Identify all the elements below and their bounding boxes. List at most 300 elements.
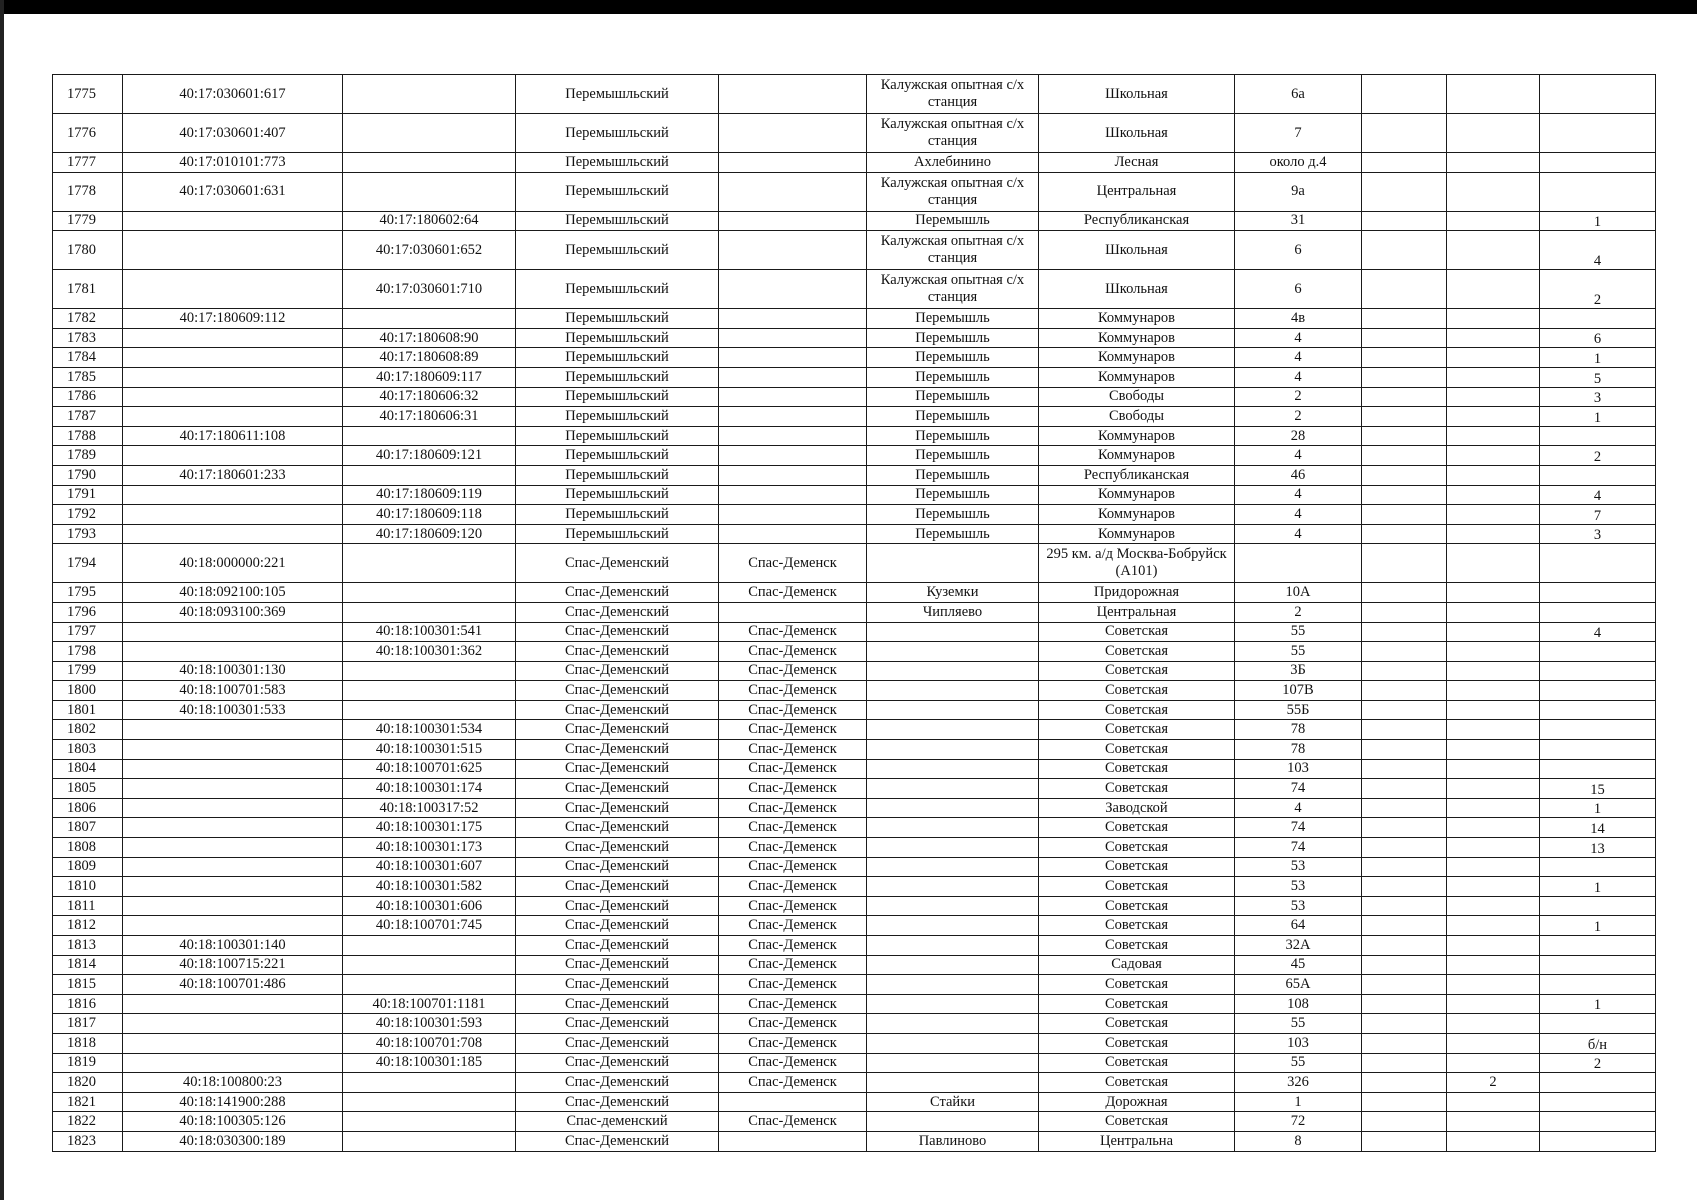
apartment-cell: [1540, 1014, 1656, 1034]
structure-cell: 2: [1447, 1073, 1540, 1093]
table-row: [53, 681, 1656, 701]
district-cell: Перемышльский: [516, 328, 719, 348]
cadastral-number-alt-cell: 40:18:100301:175: [343, 818, 516, 838]
cadastral-number-alt-cell: 40:18:100301:593: [343, 1014, 516, 1034]
structure-cell: [1447, 740, 1540, 760]
locality-cell: [867, 1033, 1039, 1053]
locality-cell: [867, 818, 1039, 838]
house-number-cell: 1: [1235, 1092, 1362, 1112]
apartment-cell: [1540, 309, 1656, 329]
building-cell: [1362, 309, 1447, 329]
street-cell: Советская: [1039, 759, 1235, 779]
street-cell: Советская: [1039, 896, 1235, 916]
street-cell: Центральная: [1039, 172, 1235, 211]
cadastral-number-alt-cell: 40:18:100701:1181: [343, 994, 516, 1014]
cadastral-number-cell: 40:18:100701:583: [123, 681, 343, 701]
structure-cell: [1447, 1014, 1540, 1034]
locality-cell: [867, 720, 1039, 740]
cadastral-number-cell: 40:18:030300:189: [123, 1131, 343, 1151]
structure-cell: [1447, 75, 1540, 114]
apartment-cell: 1: [1540, 877, 1656, 897]
building-cell: [1362, 328, 1447, 348]
table-row: [53, 231, 1656, 270]
house-number-cell: 53: [1235, 857, 1362, 877]
structure-cell: [1447, 720, 1540, 740]
town-cell: [719, 211, 867, 231]
building-cell: [1362, 936, 1447, 956]
table-row: [53, 328, 1656, 348]
house-number-cell: 2: [1235, 602, 1362, 622]
district-cell: Спас-Деменский: [516, 1131, 719, 1151]
district-cell: Спас-Деменский: [516, 936, 719, 956]
apartment-cell: [1540, 955, 1656, 975]
structure-cell: [1447, 172, 1540, 211]
district-cell: Спас-Деменский: [516, 798, 719, 818]
row-number-cell: 1803: [53, 740, 123, 760]
structure-cell: [1447, 524, 1540, 544]
district-cell: Спас-Деменский: [516, 896, 719, 916]
row-number-cell: 1816: [53, 994, 123, 1014]
house-number-cell: [1235, 544, 1362, 583]
structure-cell: [1447, 309, 1540, 329]
table-row: [53, 309, 1656, 329]
cadastral-number-alt-cell: [343, 661, 516, 681]
structure-cell: [1447, 485, 1540, 505]
cadastral-number-cell: 40:17:180601:233: [123, 465, 343, 485]
table-row: [53, 426, 1656, 446]
table-row: [53, 975, 1656, 995]
locality-cell: Перемышль: [867, 309, 1039, 329]
table-row: [53, 407, 1656, 427]
cadastral-number-cell: [123, 505, 343, 525]
house-number-cell: 6: [1235, 270, 1362, 309]
cadastral-number-cell: [123, 231, 343, 270]
row-number-cell: 1793: [53, 524, 123, 544]
building-cell: [1362, 446, 1447, 466]
building-cell: [1362, 740, 1447, 760]
apartment-cell: 1: [1540, 798, 1656, 818]
cadastral-number-alt-cell: 40:18:100701:745: [343, 916, 516, 936]
structure-cell: [1447, 936, 1540, 956]
cadastral-number-cell: 40:17:030601:407: [123, 114, 343, 153]
locality-cell: [867, 740, 1039, 760]
locality-cell: Перемышль: [867, 446, 1039, 466]
town-cell: [719, 446, 867, 466]
cadastral-number-alt-cell: 40:18:100301:607: [343, 857, 516, 877]
house-number-cell: 4: [1235, 485, 1362, 505]
cadastral-number-cell: [123, 485, 343, 505]
building-cell: [1362, 798, 1447, 818]
street-cell: Свободы: [1039, 407, 1235, 427]
apartment-cell: 1: [1540, 348, 1656, 368]
locality-cell: Перемышль: [867, 211, 1039, 231]
structure-cell: [1447, 681, 1540, 701]
locality-cell: [867, 759, 1039, 779]
street-cell: Лесная: [1039, 153, 1235, 173]
locality-cell: [867, 1053, 1039, 1073]
town-cell: Спас-Деменск: [719, 1053, 867, 1073]
structure-cell: [1447, 838, 1540, 858]
table-row: [53, 465, 1656, 485]
structure-cell: [1447, 231, 1540, 270]
cadastral-number-alt-cell: [343, 1112, 516, 1132]
row-number-cell: 1818: [53, 1033, 123, 1053]
apartment-cell: 1: [1540, 916, 1656, 936]
district-cell: Спас-Деменский: [516, 1033, 719, 1053]
apartment-cell: [1540, 544, 1656, 583]
structure-cell: [1447, 602, 1540, 622]
cadastral-number-cell: [123, 1014, 343, 1034]
street-cell: Республиканская: [1039, 211, 1235, 231]
town-cell: [719, 75, 867, 114]
house-number-cell: 7: [1235, 114, 1362, 153]
row-number-cell: 1807: [53, 818, 123, 838]
district-cell: Перемышльский: [516, 446, 719, 466]
registry-body: [53, 75, 1656, 1152]
row-number-cell: 1805: [53, 779, 123, 799]
house-number-cell: 74: [1235, 838, 1362, 858]
table-row: [53, 1073, 1656, 1093]
cadastral-number-alt-cell: 40:18:100701:708: [343, 1033, 516, 1053]
town-cell: [719, 602, 867, 622]
town-cell: Спас-Деменск: [719, 622, 867, 642]
house-number-cell: 8: [1235, 1131, 1362, 1151]
cadastral-number-cell: 40:18:100301:140: [123, 936, 343, 956]
town-cell: [719, 505, 867, 525]
town-cell: Спас-Деменск: [719, 955, 867, 975]
town-cell: [719, 426, 867, 446]
house-number-cell: 6: [1235, 231, 1362, 270]
table-row: [53, 1112, 1656, 1132]
town-cell: Спас-Деменск: [719, 681, 867, 701]
house-number-cell: 4: [1235, 524, 1362, 544]
cadastral-number-alt-cell: [343, 153, 516, 173]
apartment-cell: 2: [1540, 270, 1656, 309]
street-cell: Центральна: [1039, 1131, 1235, 1151]
table-row: [53, 172, 1656, 211]
table-row: [53, 740, 1656, 760]
district-cell: Перемышльский: [516, 485, 719, 505]
row-number-cell: 1786: [53, 387, 123, 407]
table-row: [53, 994, 1656, 1014]
locality-cell: [867, 544, 1039, 583]
apartment-cell: [1540, 759, 1656, 779]
district-cell: Спас-Деменский: [516, 975, 719, 995]
town-cell: Спас-Деменск: [719, 779, 867, 799]
town-cell: [719, 348, 867, 368]
cadastral-number-alt-cell: 40:17:180609:119: [343, 485, 516, 505]
apartment-cell: 7: [1540, 505, 1656, 525]
structure-cell: [1447, 446, 1540, 466]
locality-cell: [867, 857, 1039, 877]
cadastral-number-cell: [123, 779, 343, 799]
table-row: [53, 720, 1656, 740]
cadastral-number-cell: [123, 211, 343, 231]
row-number-cell: 1806: [53, 798, 123, 818]
cadastral-number-cell: [123, 759, 343, 779]
building-cell: [1362, 114, 1447, 153]
town-cell: Спас-Деменск: [719, 1073, 867, 1093]
street-cell: Школьная: [1039, 114, 1235, 153]
town-cell: [719, 172, 867, 211]
structure-cell: [1447, 426, 1540, 446]
apartment-cell: [1540, 857, 1656, 877]
structure-cell: [1447, 465, 1540, 485]
house-number-cell: 72: [1235, 1112, 1362, 1132]
apartment-cell: 4: [1540, 485, 1656, 505]
town-cell: Спас-Деменск: [719, 759, 867, 779]
district-cell: Спас-Деменский: [516, 642, 719, 662]
row-number-cell: 1784: [53, 348, 123, 368]
town-cell: [719, 309, 867, 329]
town-cell: Спас-Деменск: [719, 583, 867, 603]
row-number-cell: 1799: [53, 661, 123, 681]
building-cell: [1362, 1131, 1447, 1151]
table-row: [53, 759, 1656, 779]
cadastral-number-cell: [123, 524, 343, 544]
street-cell: Школьная: [1039, 231, 1235, 270]
locality-cell: Перемышль: [867, 367, 1039, 387]
row-number-cell: 1785: [53, 367, 123, 387]
structure-cell: [1447, 211, 1540, 231]
building-cell: [1362, 700, 1447, 720]
row-number-cell: 1800: [53, 681, 123, 701]
house-number-cell: 4в: [1235, 309, 1362, 329]
row-number-cell: 1820: [53, 1073, 123, 1093]
row-number-cell: 1781: [53, 270, 123, 309]
house-number-cell: 3Б: [1235, 661, 1362, 681]
table-row: [53, 270, 1656, 309]
district-cell: Перемышльский: [516, 211, 719, 231]
cadastral-number-alt-cell: 40:18:100701:625: [343, 759, 516, 779]
table-row: [53, 955, 1656, 975]
district-cell: Перемышльский: [516, 465, 719, 485]
building-cell: [1362, 426, 1447, 446]
street-cell: Заводской: [1039, 798, 1235, 818]
structure-cell: [1447, 1092, 1540, 1112]
cadastral-number-cell: 40:17:030601:617: [123, 75, 343, 114]
town-cell: Спас-Деменск: [719, 1014, 867, 1034]
apartment-cell: [1540, 465, 1656, 485]
town-cell: [719, 153, 867, 173]
table-row: [53, 622, 1656, 642]
street-cell: Советская: [1039, 975, 1235, 995]
street-cell: Советская: [1039, 916, 1235, 936]
row-number-cell: 1783: [53, 328, 123, 348]
row-number-cell: 1776: [53, 114, 123, 153]
structure-cell: [1447, 387, 1540, 407]
building-cell: [1362, 720, 1447, 740]
street-cell: Коммунаров: [1039, 446, 1235, 466]
district-cell: Спас-Деменский: [516, 700, 719, 720]
town-cell: Спас-Деменск: [719, 857, 867, 877]
scan-top-edge: [0, 0, 1697, 14]
structure-cell: [1447, 994, 1540, 1014]
row-number-cell: 1789: [53, 446, 123, 466]
locality-cell: Перемышль: [867, 426, 1039, 446]
cadastral-number-alt-cell: 40:17:030601:652: [343, 231, 516, 270]
table-row: [53, 700, 1656, 720]
district-cell: Спас-Деменский: [516, 916, 719, 936]
locality-cell: [867, 994, 1039, 1014]
town-cell: Спас-Деменск: [719, 798, 867, 818]
building-cell: [1362, 877, 1447, 897]
street-cell: Придорожная: [1039, 583, 1235, 603]
structure-cell: [1447, 1053, 1540, 1073]
building-cell: [1362, 1014, 1447, 1034]
house-number-cell: 32А: [1235, 936, 1362, 956]
row-number-cell: 1801: [53, 700, 123, 720]
street-cell: Садовая: [1039, 955, 1235, 975]
cadastral-number-cell: [123, 857, 343, 877]
cadastral-number-cell: 40:18:092100:105: [123, 583, 343, 603]
locality-cell: [867, 700, 1039, 720]
cadastral-number-alt-cell: 40:18:100301:582: [343, 877, 516, 897]
district-cell: Спас-Деменский: [516, 1092, 719, 1112]
locality-cell: Стайки: [867, 1092, 1039, 1112]
row-number-cell: 1819: [53, 1053, 123, 1073]
house-number-cell: 103: [1235, 1033, 1362, 1053]
locality-cell: Перемышль: [867, 328, 1039, 348]
building-cell: [1362, 955, 1447, 975]
building-cell: [1362, 465, 1447, 485]
town-cell: [719, 465, 867, 485]
cadastral-number-alt-cell: 40:18:100301:173: [343, 838, 516, 858]
house-number-cell: 64: [1235, 916, 1362, 936]
street-cell: Советская: [1039, 740, 1235, 760]
table-row: [53, 1033, 1656, 1053]
structure-cell: [1447, 153, 1540, 173]
structure-cell: [1447, 328, 1540, 348]
locality-cell: Калужская опытная с/х станция: [867, 270, 1039, 309]
district-cell: Спас-Деменский: [516, 1053, 719, 1073]
row-number-cell: 1796: [53, 602, 123, 622]
row-number-cell: 1797: [53, 622, 123, 642]
cadastral-number-cell: [123, 740, 343, 760]
street-cell: Советская: [1039, 700, 1235, 720]
locality-cell: Калужская опытная с/х станция: [867, 114, 1039, 153]
table-row: [53, 1092, 1656, 1112]
row-number-cell: 1811: [53, 896, 123, 916]
scan-left-edge: [0, 0, 4, 1200]
apartment-cell: 1: [1540, 994, 1656, 1014]
row-number-cell: 1822: [53, 1112, 123, 1132]
house-number-cell: 4: [1235, 367, 1362, 387]
row-number-cell: 1814: [53, 955, 123, 975]
house-number-cell: 46: [1235, 465, 1362, 485]
cadastral-number-cell: [123, 1053, 343, 1073]
building-cell: [1362, 485, 1447, 505]
house-number-cell: 326: [1235, 1073, 1362, 1093]
row-number-cell: 1823: [53, 1131, 123, 1151]
apartment-cell: [1540, 700, 1656, 720]
house-number-cell: 53: [1235, 896, 1362, 916]
cadastral-number-alt-cell: [343, 465, 516, 485]
row-number-cell: 1790: [53, 465, 123, 485]
district-cell: Перемышльский: [516, 524, 719, 544]
street-cell: Коммунаров: [1039, 348, 1235, 368]
structure-cell: [1447, 348, 1540, 368]
apartment-cell: 14: [1540, 818, 1656, 838]
street-cell: Свободы: [1039, 387, 1235, 407]
district-cell: Спас-Деменский: [516, 740, 719, 760]
town-cell: Спас-Деменск: [719, 896, 867, 916]
row-number-cell: 1778: [53, 172, 123, 211]
cadastral-number-alt-cell: [343, 936, 516, 956]
building-cell: [1362, 916, 1447, 936]
table-row: [53, 936, 1656, 956]
table-row: [53, 367, 1656, 387]
row-number-cell: 1804: [53, 759, 123, 779]
row-number-cell: 1809: [53, 857, 123, 877]
building-cell: [1362, 818, 1447, 838]
building-cell: [1362, 231, 1447, 270]
district-cell: Перемышльский: [516, 172, 719, 211]
apartment-cell: б/н: [1540, 1033, 1656, 1053]
building-cell: [1362, 524, 1447, 544]
structure-cell: [1447, 798, 1540, 818]
structure-cell: [1447, 779, 1540, 799]
house-number-cell: около д.4: [1235, 153, 1362, 173]
structure-cell: [1447, 642, 1540, 662]
house-number-cell: 74: [1235, 779, 1362, 799]
district-cell: Перемышльский: [516, 426, 719, 446]
locality-cell: [867, 622, 1039, 642]
apartment-cell: 1: [1540, 407, 1656, 427]
cadastral-number-cell: 40:17:030601:631: [123, 172, 343, 211]
building-cell: [1362, 211, 1447, 231]
town-cell: [719, 524, 867, 544]
house-number-cell: 74: [1235, 818, 1362, 838]
street-cell: Школьная: [1039, 270, 1235, 309]
locality-cell: [867, 936, 1039, 956]
apartment-cell: 1: [1540, 211, 1656, 231]
building-cell: [1362, 602, 1447, 622]
locality-cell: Чипляево: [867, 602, 1039, 622]
cadastral-number-alt-cell: 40:18:100301:534: [343, 720, 516, 740]
house-number-cell: 45: [1235, 955, 1362, 975]
cadastral-number-cell: 40:18:100305:126: [123, 1112, 343, 1132]
town-cell: [719, 387, 867, 407]
table-row: [53, 838, 1656, 858]
building-cell: [1362, 1053, 1447, 1073]
street-cell: Коммунаров: [1039, 485, 1235, 505]
building-cell: [1362, 153, 1447, 173]
table-row: [53, 602, 1656, 622]
town-cell: Спас-Деменск: [719, 1033, 867, 1053]
district-cell: Перемышльский: [516, 348, 719, 368]
locality-cell: Перемышль: [867, 407, 1039, 427]
town-cell: Спас-Деменск: [719, 975, 867, 995]
table-row: [53, 153, 1656, 173]
building-cell: [1362, 994, 1447, 1014]
district-cell: Перемышльский: [516, 407, 719, 427]
street-cell: Советская: [1039, 642, 1235, 662]
apartment-cell: [1540, 740, 1656, 760]
district-cell: Спас-деменский: [516, 1112, 719, 1132]
cadastral-number-cell: [123, 877, 343, 897]
structure-cell: [1447, 505, 1540, 525]
table-row: [53, 1131, 1656, 1151]
row-number-cell: 1788: [53, 426, 123, 446]
street-cell: Советская: [1039, 818, 1235, 838]
building-cell: [1362, 348, 1447, 368]
cadastral-number-alt-cell: [343, 700, 516, 720]
district-cell: Спас-Деменский: [516, 602, 719, 622]
street-cell: Советская: [1039, 1112, 1235, 1132]
structure-cell: [1447, 407, 1540, 427]
row-number-cell: 1812: [53, 916, 123, 936]
